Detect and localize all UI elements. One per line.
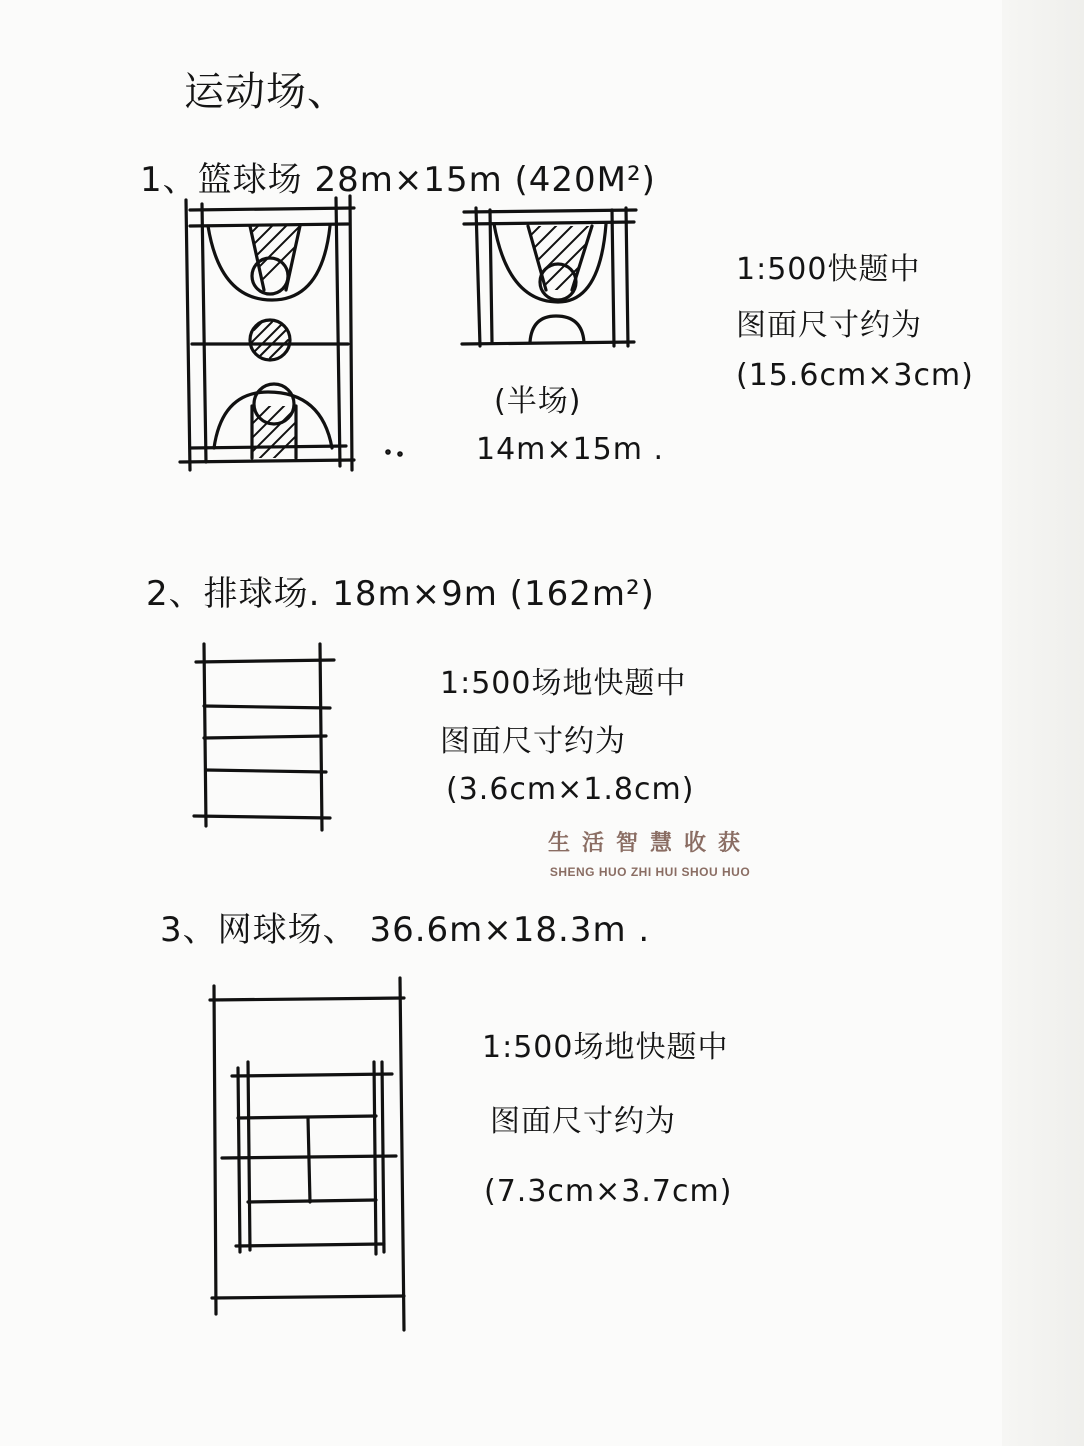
section-2-heading: 2、排球场. 18m×9m (162m²) [146, 574, 655, 614]
section-3-note-line-3: (7.3cm×3.7cm) [484, 1174, 733, 1209]
volleyball-court [194, 644, 334, 830]
basketball-court-half [462, 208, 636, 346]
basketball-court-full [180, 196, 354, 470]
section-1-note-line-2: 图面尺寸约为 [736, 308, 922, 343]
section-2-note-line-3: (3.6cm×1.8cm) [446, 772, 695, 807]
section-2-note-line-2: 图面尺寸约为 [440, 724, 626, 759]
page-title: 运动场、 [184, 69, 348, 115]
section-3-heading: 3、网球场、 36.6m×18.3m . [160, 910, 651, 950]
section-1-note-line-1: 1:500快题中 [736, 252, 921, 287]
section-1-heading: 1、篮球场 28m×15m (420M²) [140, 160, 656, 200]
section-3-note-line-1: 1:500场地快题中 [482, 1030, 729, 1065]
watermark-cn: 生活智慧收获 [547, 831, 752, 856]
section-2-note-line-1: 1:500场地快题中 [440, 666, 687, 701]
ellipsis-dots [387, 451, 401, 455]
section-1-sub-size: 14m×15m . [476, 432, 665, 467]
section-1-sub-label: (半场) [494, 384, 582, 419]
section-3-note-line-2: 图面尺寸约为 [490, 1104, 676, 1139]
section-1-note-line-3: (15.6cm×3cm) [736, 358, 974, 393]
watermark-en: SHENG HUO ZHI HUI SHOU HUO [549, 865, 751, 879]
tennis-court [210, 978, 404, 1330]
